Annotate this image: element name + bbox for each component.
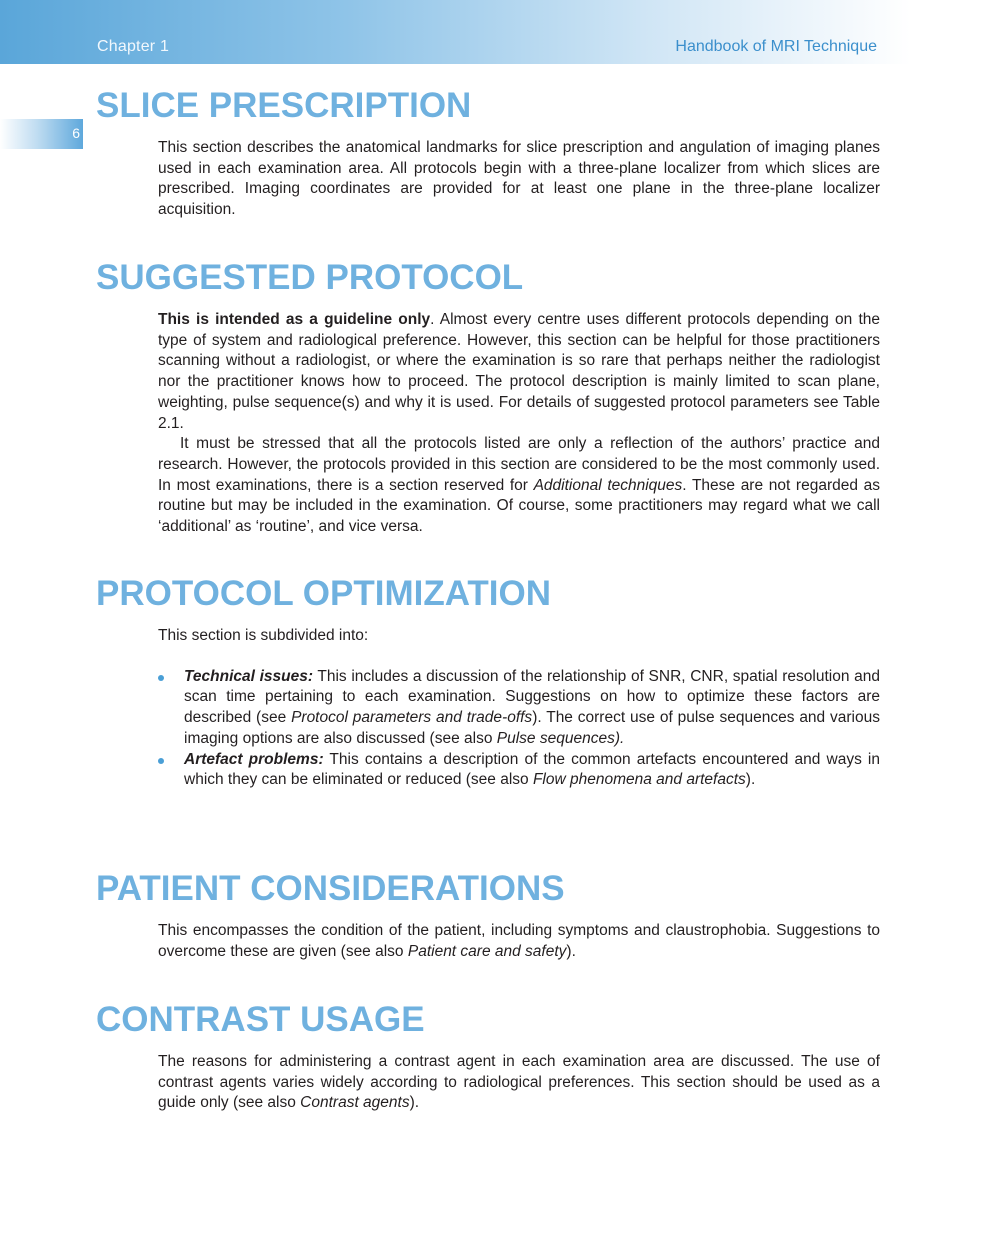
text-run: This encompasses the condition of the patient, including symptoms and claustrophobia. Suggestions to overcome these are given (see also xyxy=(158,922,880,960)
text-run: ). The correct use of pulse sequences and various imaging options are also discussed (see also xyxy=(184,709,880,747)
paragraph xyxy=(158,310,880,434)
cross-reference: Contrast agents xyxy=(300,1094,410,1112)
list-item xyxy=(158,667,880,750)
section-body xyxy=(158,1052,880,1114)
paragraph xyxy=(158,921,880,962)
section-heading: CONTRAST USAGE xyxy=(96,1000,425,1039)
list-item xyxy=(158,750,880,791)
text-run: This includes a discussion of the relationship of SNR, CNR, spatial resolution and scan time pertaining to each examination. Suggestions on how to optimize these factors are described (see xyxy=(184,667,880,727)
section-heading: PROTOCOL OPTIMIZATION xyxy=(96,574,551,613)
bullet-list xyxy=(158,667,880,791)
section-body xyxy=(158,138,880,221)
section-heading: SLICE PRESCRIPTION xyxy=(96,86,472,125)
section-body xyxy=(158,921,880,962)
text-run: It must be stressed that all the protocols listed are only a reflection of the authors’ practice and research. However, the protocols provided in this section are considered to be the most commonly used. In most examinations, there is a section reserved for xyxy=(158,435,880,494)
section-heading: PATIENT CONSIDERATIONS xyxy=(96,869,565,908)
list-term: Technical issues: xyxy=(184,667,314,685)
cross-reference: Patient care and safety xyxy=(407,942,567,960)
section-protocol-optimization xyxy=(96,574,880,791)
paragraph xyxy=(158,1052,880,1114)
paragraph xyxy=(158,434,880,538)
section-body xyxy=(158,626,880,791)
text-run: . Almost every centre uses different protocols depending on the type of system and radiological preference. However, this section can be helpful for those practitioners scanning without a radiologist, or where the examination is so rare that perhaps neither the radiologist nor the practitioner knows how to proceed. The protocol description is mainly limited to scan plane, weighting, pulse sequence(s) and why it is used. For details of suggested protocol parameters see Table 2.1. xyxy=(158,311,880,432)
list-term: Artefact problems: xyxy=(184,750,324,768)
text-run: ). xyxy=(566,942,576,960)
section-slice-prescription xyxy=(96,86,880,221)
page-number: 6 xyxy=(72,125,80,141)
section-patient-considerations xyxy=(96,869,880,962)
text-run: ). xyxy=(745,771,756,789)
text-run: . These are not regarded as routine but may be included in the examination. Of course, some practitioners may regard what we call ‘additional’ as ‘routine’, and vice versa. xyxy=(158,476,880,536)
cross-reference: Pulse sequences). xyxy=(496,729,625,747)
cross-reference: Flow phenomena and artefacts xyxy=(532,771,746,789)
cross-reference: Protocol parameters and trade-offs xyxy=(291,709,533,727)
page-number-tab xyxy=(0,119,83,149)
cross-reference: Additional techniques xyxy=(533,476,683,494)
text-run: ). xyxy=(409,1094,420,1112)
bold-lead: This is intended as a guideline only xyxy=(158,311,431,328)
running-head-chapter: Chapter 1 xyxy=(97,38,170,55)
bullet-dot-icon xyxy=(158,675,164,681)
bullet-dot-icon xyxy=(158,758,164,764)
section-heading: SUGGESTED PROTOCOL xyxy=(96,258,524,297)
paragraph: This section is subdivided into: xyxy=(158,627,369,644)
section-suggested-protocol xyxy=(96,258,880,538)
running-head-book-title: Handbook of MRI Technique xyxy=(675,38,877,55)
paragraph: This section describes the anatomical landmarks for slice prescription and angulation of imaging planes used in each examination area. All protocols begin with a three-plane localizer from which slices are prescribed. Imaging coordinates are provided for at least one plane in the three-plane localizer acquisition. xyxy=(158,139,880,219)
text-run: This contains a description of the common artefacts encountered and ways in which they can be eliminated or reduced (see also xyxy=(184,750,880,789)
text-run: The reasons for administering a contrast agent in each examination area are discussed. The use of contrast agents varies widely according to radiological preferences. This section should be used as a guide only (see also xyxy=(158,1053,880,1112)
section-contrast-usage xyxy=(96,1000,880,1114)
section-body xyxy=(158,310,880,538)
